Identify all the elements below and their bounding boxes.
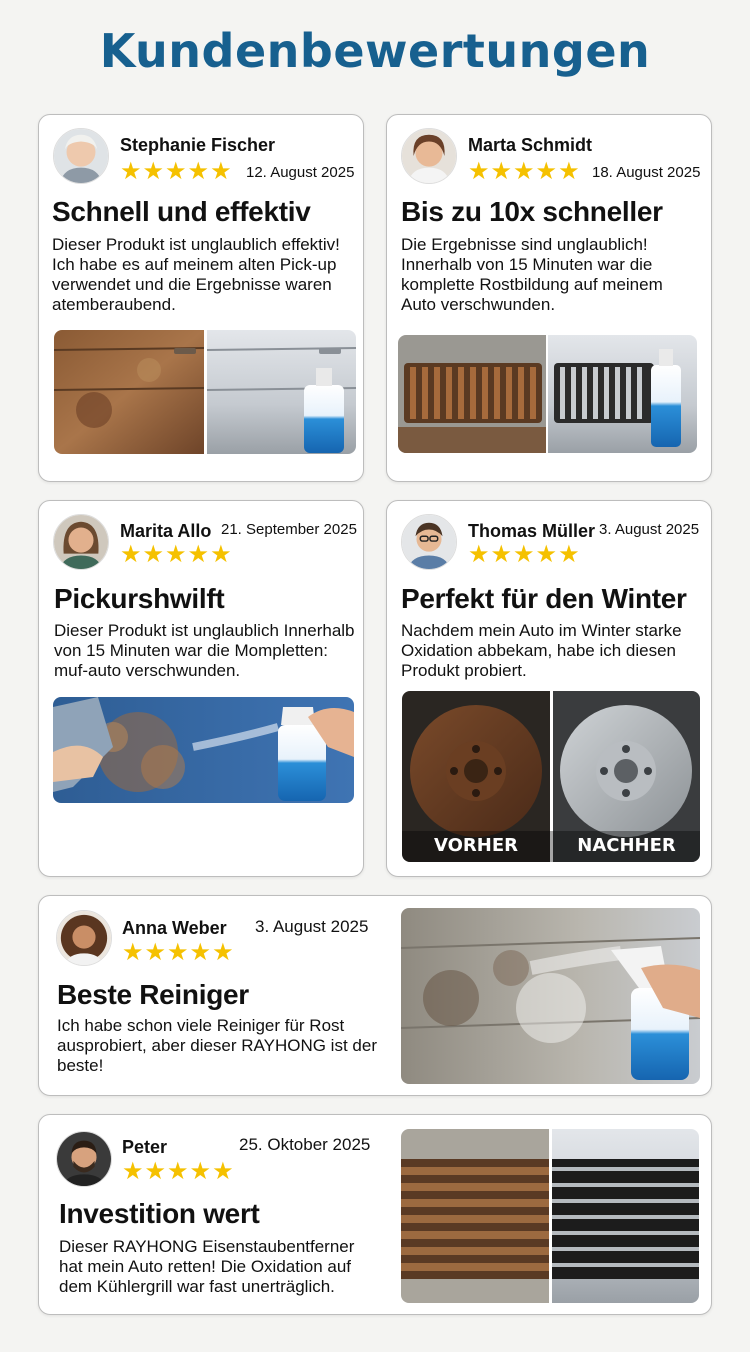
review-headline: Beste Reiniger (57, 979, 249, 1010)
reviewer-name: Peter (122, 1137, 168, 1157)
reviewer-name: Marita Allo (120, 521, 212, 541)
review-card (386, 500, 712, 877)
review-photo (401, 1129, 699, 1303)
star-rating: ★★★★★ (120, 158, 233, 185)
review-photo (54, 330, 356, 454)
review-text: Die Ergebnisse sind unglaublich! Innerhalb von 15 Minuten war die komplette Rostbildung auf meinem Auto verschwunden. (401, 235, 663, 314)
review-photo (401, 908, 700, 1084)
review-photo (53, 697, 354, 803)
avatar (53, 514, 109, 570)
star-rating: ★★★★★ (122, 939, 235, 966)
review-date: 3. August 2025 (255, 917, 369, 936)
review-text: Ich habe schon viele Reiniger für Rost ausprobiert, aber dieser RAYHONG ist der beste! (57, 1016, 377, 1075)
review-photo (398, 335, 697, 453)
review-text: Nachdem mein Auto im Winter starke Oxidation abbekam, habe ich diesen Produkt probiert. (401, 621, 682, 680)
review-text: Dieser Produkt ist unglaublich Innerhalb von 15 Minuten war die Mompletten: muf-auto verschwunden. (54, 621, 355, 680)
review-photo (402, 691, 700, 862)
reviewer-name: Stephanie Fischer (120, 135, 276, 155)
avatar (401, 128, 457, 184)
after-label: NACHHER (577, 835, 676, 856)
review-card (38, 114, 364, 482)
review-card (38, 500, 364, 877)
avatar (401, 514, 457, 570)
review-headline: Investition wert (59, 1198, 260, 1229)
avatar (56, 910, 112, 966)
review-card (38, 895, 712, 1096)
review-text: Dieser RAYHONG Eisenstaubentferner hat mein Auto retten! Die Oxidation auf dem Kühlergrill war fast unerträglich. (59, 1237, 355, 1296)
avatar (53, 128, 109, 184)
star-rating: ★★★★★ (468, 158, 581, 185)
reviewer-name: Marta Schmidt (468, 135, 593, 155)
review-card (38, 1114, 712, 1315)
page-title: Kundenbewertungen (99, 24, 651, 78)
review-headline: Schnell und effektiv (52, 196, 311, 227)
review-card (386, 114, 712, 482)
star-rating: ★★★★★ (122, 1158, 235, 1185)
reviewer-name: Thomas Müller (468, 521, 596, 541)
star-rating: ★★★★★ (468, 541, 581, 568)
review-date: 3. August 2025 (599, 521, 700, 538)
review-headline: Perfekt für den Winter (401, 583, 687, 614)
before-label: VORHER (434, 835, 518, 856)
review-date: 18. August 2025 (592, 164, 701, 181)
review-date: 25. Oktober 2025 (239, 1135, 371, 1154)
avatar (56, 1131, 112, 1187)
review-headline: Pickurshwilft (54, 583, 225, 614)
review-headline: Bis zu 10x schneller (401, 196, 663, 227)
reviewer-name: Anna Weber (122, 918, 227, 938)
star-rating: ★★★★★ (120, 541, 233, 568)
review-text: Dieser Produkt ist unglaublich effektiv! Ich habe es auf meinem alten Pick-up verwendet und die Ergebnisse waren atemberaubend. (52, 235, 340, 314)
review-date: 12. August 2025 (246, 164, 355, 181)
review-date: 21. September 2025 (221, 521, 357, 538)
